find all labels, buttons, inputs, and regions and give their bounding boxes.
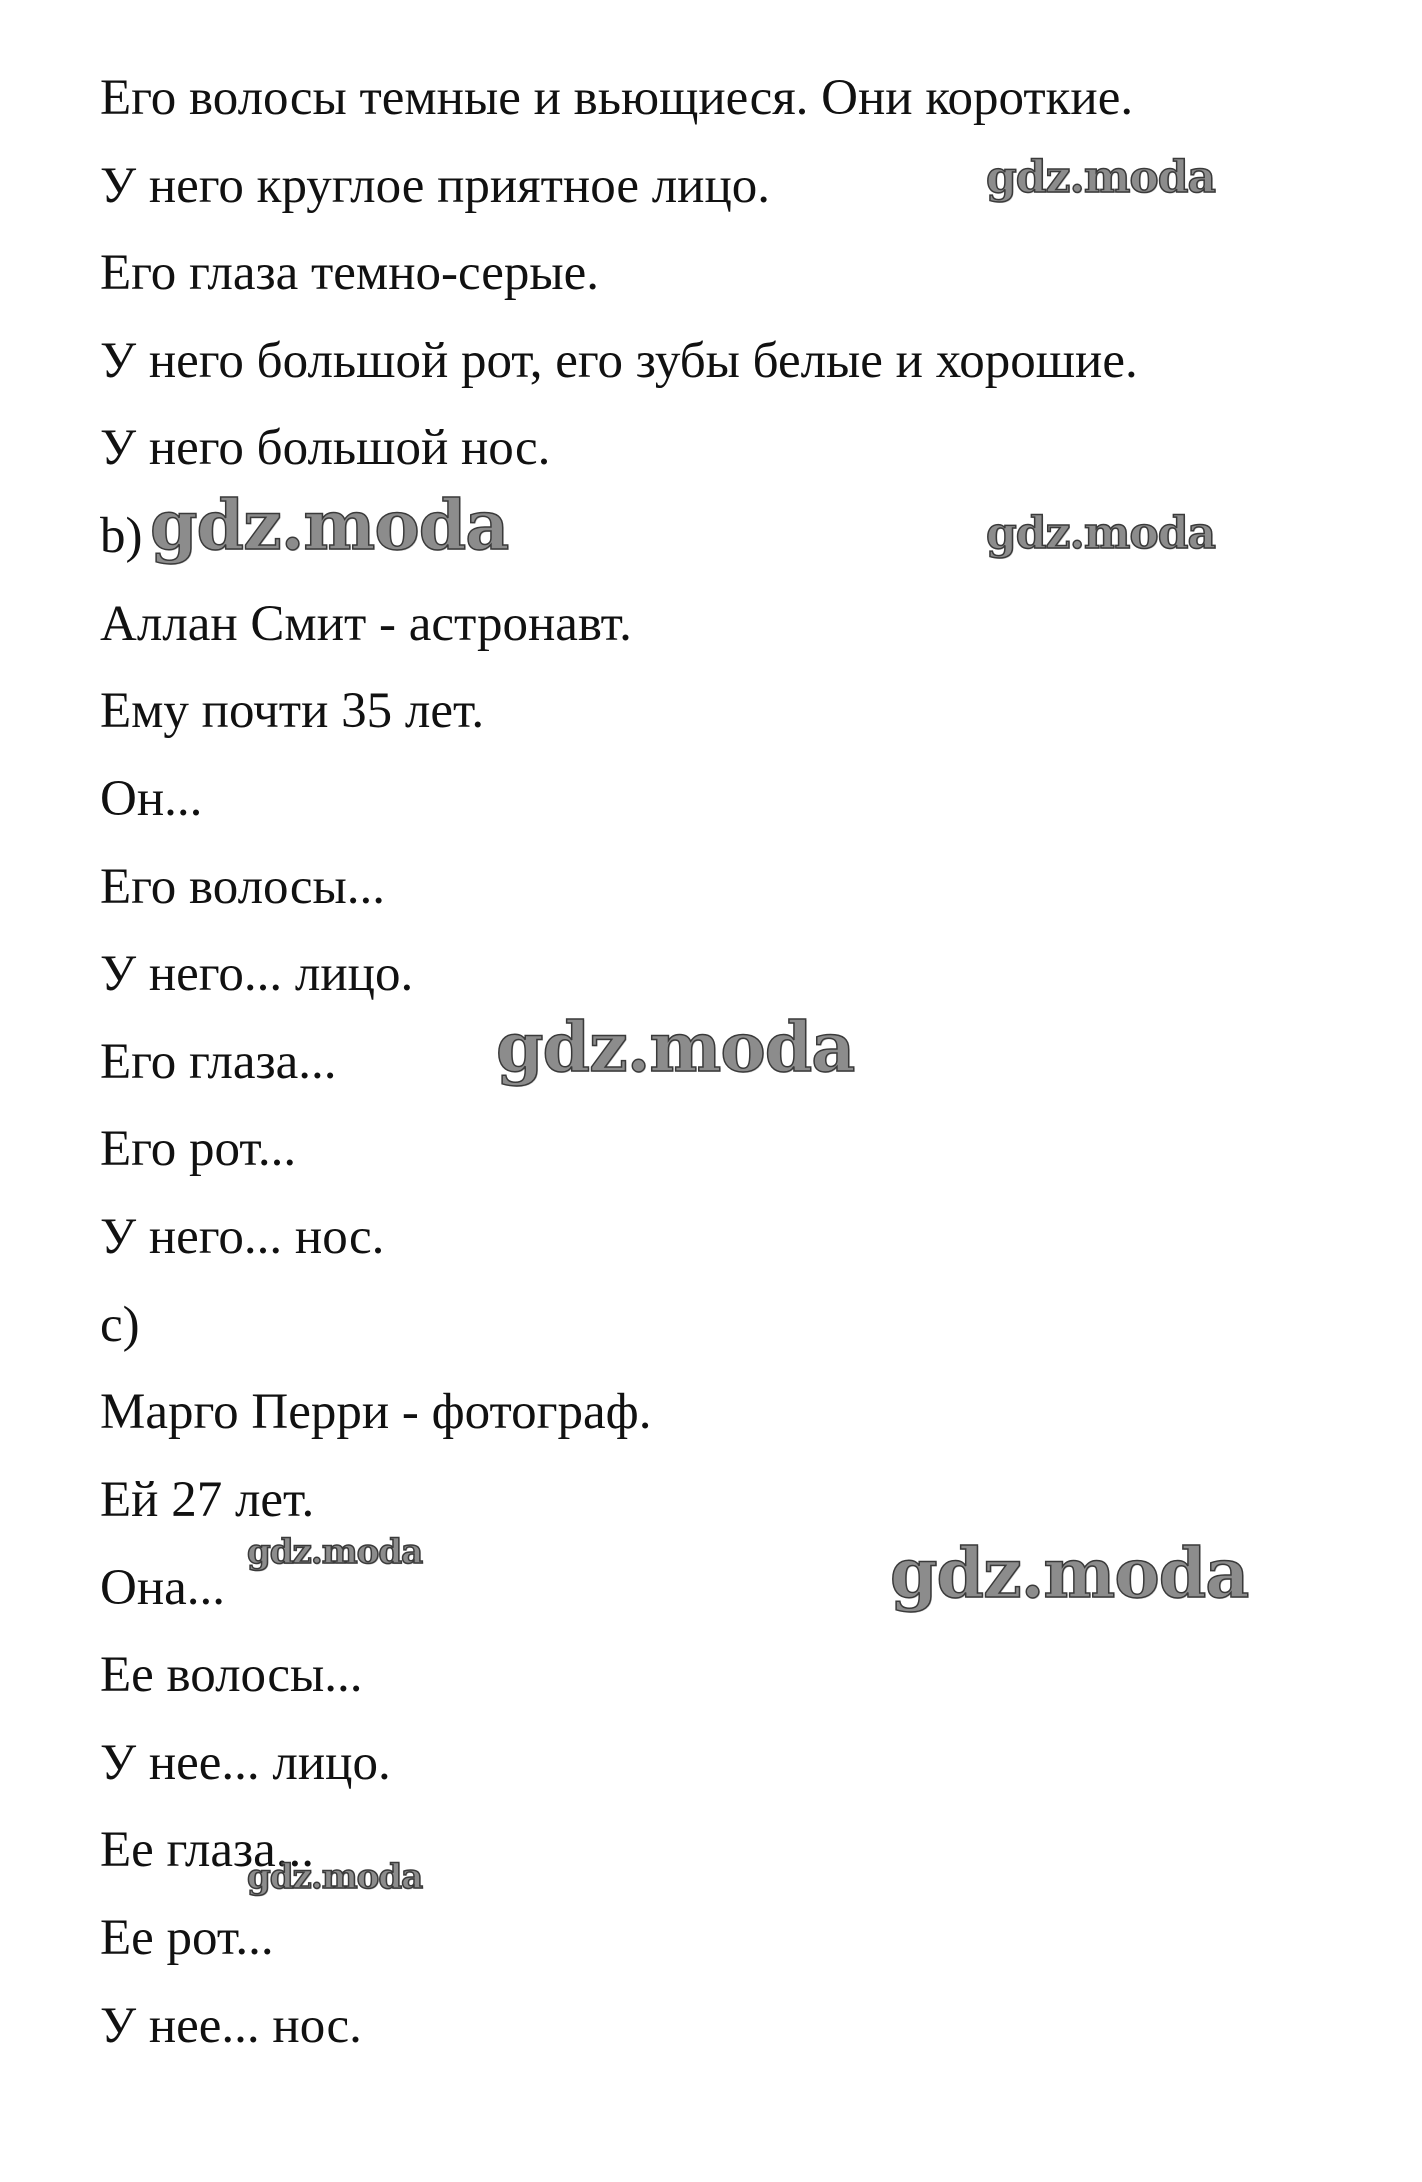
text-line: У него большой нос. <box>100 420 551 476</box>
text-line: Ей 27 лет. <box>100 1472 315 1528</box>
text-line: У него... нос. <box>100 1209 385 1265</box>
watermark-logo: gdz.moda <box>986 152 1216 203</box>
text-line: Он... <box>100 771 203 827</box>
text-line: У него... лицо. <box>100 946 414 1002</box>
text-line: Ему почти 35 лет. <box>100 683 485 739</box>
text-line: Ее рот... <box>100 1910 274 1966</box>
watermark-logo: gdz.moda <box>247 1857 423 1897</box>
text-line: Она... <box>100 1560 226 1616</box>
section-label-c: c) <box>100 1297 140 1353</box>
watermark-logo: gdz.moda <box>150 486 509 566</box>
text-line: Его глаза темно-серые. <box>100 245 600 301</box>
text-line: Его волосы... <box>100 859 385 915</box>
watermark-logo: gdz.moda <box>496 1008 855 1088</box>
watermark-logo: gdz.moda <box>890 1534 1249 1614</box>
text-line: У него большой рот, его зубы белые и хорошие. <box>100 333 1138 389</box>
text-line: Его волосы темные и вьющиеся. Они короткие. <box>100 70 1134 126</box>
text-line: У нее... нос. <box>100 1998 362 2054</box>
section-label-b: b) <box>100 508 143 564</box>
text-line: У него круглое приятное лицо. <box>100 158 770 214</box>
text-line: Ее волосы... <box>100 1647 363 1703</box>
text-line: Ее глаза... <box>100 1822 314 1878</box>
text-line: У нее... лицо. <box>100 1735 391 1791</box>
text-line: Его рот... <box>100 1121 297 1177</box>
text-line: Его глаза... <box>100 1034 337 1090</box>
watermark-logo: gdz.moda <box>986 508 1216 559</box>
watermark-logo: gdz.moda <box>247 1532 423 1572</box>
text-line: Марго Перри - фотограф. <box>100 1384 652 1440</box>
text-line: Аллан Смит - астронавт. <box>100 596 632 652</box>
